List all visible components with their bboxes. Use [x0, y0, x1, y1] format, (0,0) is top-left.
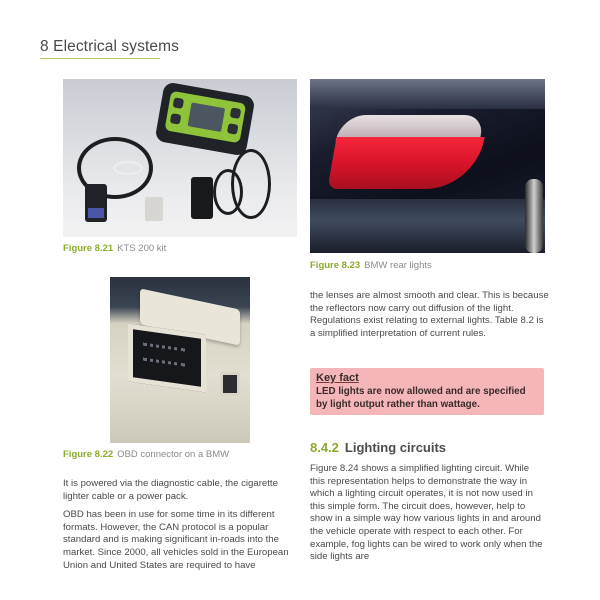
obd-connector-photo	[110, 277, 250, 443]
usb-cable	[113, 161, 143, 175]
paragraph: OBD has been in use for some time in its different formats. However, the CAN protocol is a popular standard and is making significant in-roads into the market. Since 2000, all vehicles sold in the European Union and United States are required to have	[63, 509, 289, 571]
section-heading: 8.4.2 Lighting circuits	[310, 440, 447, 455]
figure-caption-8-22: Figure 8.22 OBD connector on a BMW	[63, 449, 230, 460]
kts-tester-device	[154, 81, 255, 156]
paragraph: It is powered via the diagnostic cable, the cigarette lighter cable or a power pack.	[63, 478, 278, 502]
serial-plug	[145, 197, 163, 221]
paragraph: the lenses are almost smooth and clear. This is because the reflectors now carry out diffusion of the light. Regulations exist relating to external lights. Table 8.2 is a simplified interpretation of current rules.	[310, 290, 549, 339]
obd-plug	[85, 184, 107, 222]
figure-caption-8-23: Figure 8.23 BMW rear lights	[310, 260, 432, 271]
chapter-header: 8 Electrical systems	[40, 38, 160, 59]
key-fact-box	[310, 368, 544, 415]
paragraph: Figure 8.24 shows a simplified lighting circuit. While this representation helps to demonstrate the way in which a lighting circuit operates, it is not now used in this simple form. The circuit does, however, help to show in a simple way how various lights in and around the vehicle operate with respect to each other. For example, fog lights can be wired to work only when the side lights are	[310, 463, 543, 563]
right-column-text-bottom	[310, 463, 546, 570]
diagnostic-kit-photo	[63, 79, 297, 237]
key-fact-text: LED lights are now allowed and are specified by light output rather than wattage.	[316, 386, 526, 410]
key-fact-title: Key fact	[316, 372, 359, 384]
wheel	[525, 179, 543, 253]
left-column-text	[63, 478, 303, 578]
figure-caption-8-21: Figure 8.21 KTS 200 kit	[63, 243, 167, 254]
dash-switch	[220, 372, 240, 396]
power-pack	[191, 177, 213, 219]
tail-light-red-lens	[327, 137, 484, 189]
tail-light-photo	[310, 79, 545, 253]
obd-socket	[128, 324, 206, 393]
right-column-text-top	[310, 290, 550, 346]
